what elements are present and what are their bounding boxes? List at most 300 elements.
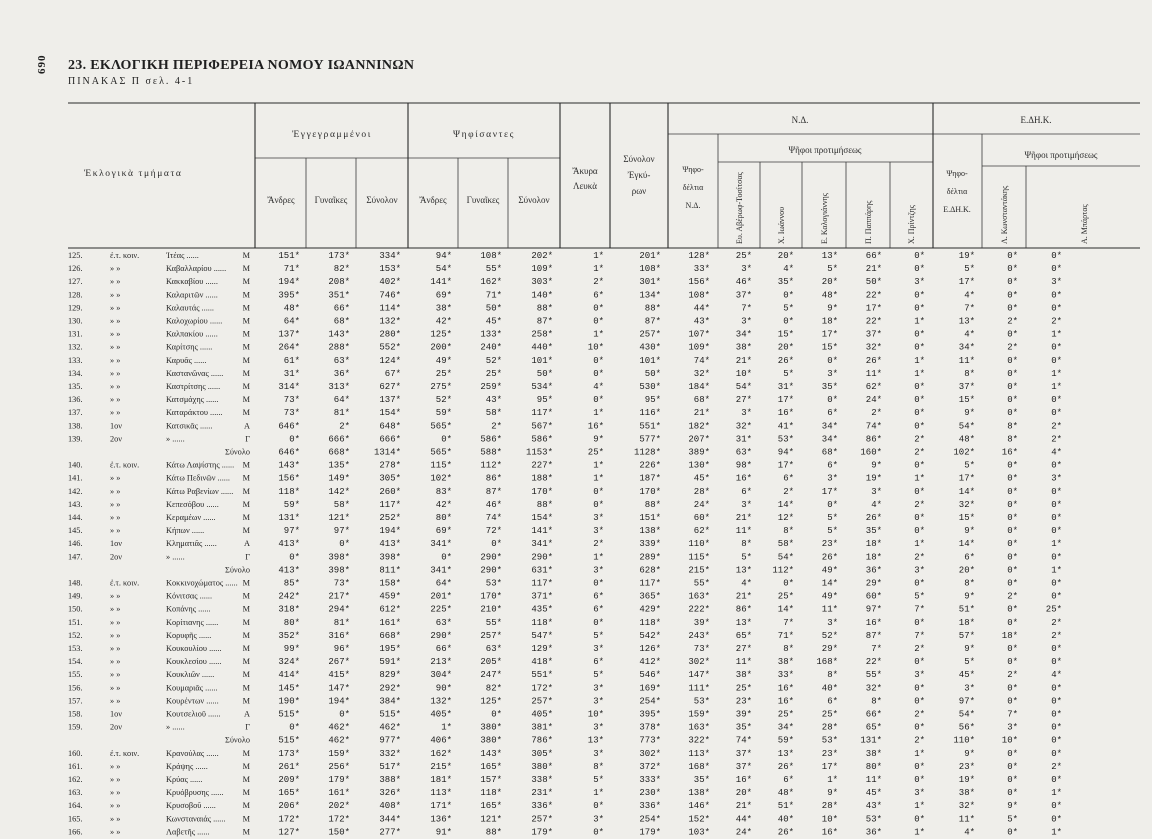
row-district-name: Ἰτέας ......: [166, 251, 199, 260]
cell-edik-ballots: 11*: [958, 355, 975, 366]
header-vot-men: Ἄνδρες: [419, 195, 447, 205]
cell-vot-men: 565*: [430, 421, 452, 432]
cell-reg-total: 124*: [379, 355, 401, 366]
cell-valid: 339*: [639, 539, 661, 550]
cell-nd-ballots: 163*: [688, 591, 710, 602]
row-prefix: » »: [110, 604, 121, 614]
cell-papparis: 26*: [865, 355, 882, 366]
cell-bartas: 1*: [1051, 565, 1062, 576]
cell-averof: 21*: [735, 355, 752, 366]
row-type: Μ: [242, 303, 250, 313]
cell-reg-women: 81*: [333, 408, 350, 419]
cell-averof: 21*: [735, 513, 752, 523]
cell-vot-total: 380*: [531, 761, 553, 772]
row-type: Μ: [242, 486, 250, 496]
cell-ioannou: 0*: [783, 290, 794, 301]
cell-reg-men: 73*: [283, 395, 300, 406]
cell-reg-total: 515*: [379, 709, 401, 720]
cell-vot-total: 227*: [531, 460, 553, 471]
cell-vot-total: 109*: [531, 264, 553, 275]
cell-averof: 16*: [735, 775, 752, 785]
cell-kalogiannis: 40*: [821, 683, 838, 694]
row-type: Α: [244, 421, 250, 431]
row-type: Μ: [242, 499, 250, 509]
cell-konstantakis: 0*: [1007, 552, 1018, 563]
cell-ioannou: 6*: [783, 473, 794, 484]
cell-ioannou: 51*: [777, 801, 794, 812]
cell-bartas: 4*: [1051, 447, 1062, 458]
header-reg-men: Ἄνδρες: [267, 195, 295, 205]
cell-averof: 3*: [741, 264, 752, 275]
cell-papparis: 80*: [865, 761, 882, 772]
cell-vot-women: 72*: [485, 526, 502, 537]
cell-invalid: 0*: [593, 368, 604, 379]
row-prefix: ἐ.τ. κοιν.: [110, 460, 140, 470]
cell-vot-total: 154*: [531, 513, 553, 523]
row-district-name: Κάτω Πεδινῶν ......: [166, 473, 231, 483]
cell-kalogiannis: 3*: [827, 617, 838, 628]
row-prefix: » »: [110, 395, 121, 405]
cell-ioannou: 71*: [777, 630, 794, 641]
cell-valid: 429*: [639, 604, 661, 615]
cell-konstantakis: 0*: [1007, 368, 1018, 379]
cell-reg-men: 127*: [278, 827, 300, 838]
row-district-name: Λαβετῆς ......: [166, 827, 210, 837]
row-prefix: ἐ.τ. κοιν.: [110, 748, 140, 758]
row-number: 163.: [68, 788, 83, 798]
cell-averof: 25*: [735, 251, 752, 261]
cell-nd-ballots: 33*: [693, 264, 710, 275]
cell-reg-women: 415*: [328, 670, 350, 681]
row-type: Α: [244, 539, 250, 549]
header-nd-preference: Ψῆφοι προτιμήσεως: [788, 145, 862, 155]
cell-vot-women: 121*: [480, 814, 502, 825]
cell-kalogiannis: 0*: [827, 499, 838, 510]
row-type: Μ: [242, 670, 250, 680]
cell-ioannou: 26*: [777, 355, 794, 366]
cell-nd-ballots: 111*: [688, 683, 710, 694]
cell-bartas: 0*: [1051, 644, 1062, 654]
cell-bartas: 0*: [1051, 408, 1062, 419]
cell-papparis: 7*: [871, 644, 882, 654]
cell-reg-men: 61*: [283, 355, 300, 366]
row-prefix: » »: [110, 329, 121, 339]
cell-kalogiannis: 34*: [821, 421, 838, 432]
cell-printzis: 0*: [914, 290, 925, 301]
cell-kalogiannis: 6*: [827, 696, 838, 707]
cell-reg-total: 132*: [379, 316, 401, 327]
cell-reg-total: 252*: [379, 513, 401, 523]
cell-ioannou: 48*: [777, 788, 794, 799]
header-edik-ballots-2: δέλτια: [946, 187, 968, 196]
cell-printzis: 0*: [914, 460, 925, 471]
cell-reg-men: 73*: [283, 408, 300, 419]
cell-reg-women: 66*: [333, 303, 350, 314]
row-prefix: » »: [110, 814, 121, 824]
row-district-name: Κατσικᾶς ......: [166, 421, 213, 431]
cell-edik-ballots: 5*: [964, 460, 975, 471]
cell-reg-men: 261*: [278, 761, 300, 772]
cell-invalid: 3*: [593, 644, 604, 654]
cell-vot-men: 341*: [430, 539, 452, 550]
cell-vot-total: 381*: [531, 722, 553, 733]
cell-vot-women: 165*: [480, 761, 502, 772]
cell-konstantakis: 0*: [1007, 775, 1018, 785]
cell-bartas: 0*: [1051, 342, 1062, 353]
cell-reg-women: 668*: [328, 447, 350, 458]
cell-reg-total: 388*: [379, 775, 401, 785]
cell-nd-ballots: 389*: [688, 447, 710, 458]
cell-papparis: 43*: [865, 801, 882, 812]
cell-kalogiannis: 0*: [827, 395, 838, 406]
cell-reg-women: 142*: [328, 486, 350, 497]
cell-bartas: 2*: [1051, 421, 1062, 432]
table-subtitle: ΠΙΝΑΚΑΣ Π σελ. 4-1: [68, 76, 195, 87]
cell-reg-women: 149*: [328, 473, 350, 484]
cell-bartas: 2*: [1051, 434, 1062, 445]
cell-vot-women: 586*: [480, 434, 502, 445]
cell-reg-women: 63*: [333, 355, 350, 366]
cell-vot-total: 586*: [531, 434, 553, 445]
cell-valid: 50*: [644, 368, 661, 379]
header-vot-women: Γυναῖκες: [466, 195, 500, 205]
cell-printzis: 0*: [914, 761, 925, 772]
cell-reg-total: 1314*: [373, 447, 401, 458]
cell-printzis: 7*: [914, 630, 925, 641]
cell-konstantakis: 0*: [1007, 578, 1018, 589]
cell-bartas: 0*: [1051, 775, 1062, 785]
cell-averof: 25*: [735, 683, 752, 694]
cell-invalid: 4*: [593, 382, 604, 392]
cell-nd-ballots: 184*: [688, 382, 710, 392]
row-number: 147.: [68, 552, 83, 562]
cell-bartas: 0*: [1051, 290, 1062, 301]
cell-kalogiannis: 6*: [827, 408, 838, 419]
cell-bartas: 1*: [1051, 539, 1062, 550]
row-prefix: 1ον: [110, 709, 123, 719]
cell-nd-ballots: 109*: [688, 342, 710, 353]
cell-konstantakis: 0*: [1007, 696, 1018, 707]
cell-vot-total: 87*: [536, 316, 553, 327]
cell-vot-women: 125*: [480, 696, 502, 707]
cell-kalogiannis: 20*: [821, 277, 838, 288]
cell-vot-men: 66*: [435, 644, 452, 654]
cell-nd-ballots: 39*: [693, 617, 710, 628]
cell-averof: 38*: [735, 342, 752, 353]
cell-reg-women: 173*: [328, 251, 350, 261]
cell-konstantakis: 0*: [1007, 526, 1018, 537]
cell-reg-total: 158*: [379, 578, 401, 589]
cell-nd-ballots: 44*: [693, 303, 710, 314]
cell-averof: 35*: [735, 722, 752, 733]
cell-konstantakis: 0*: [1007, 565, 1018, 576]
row-number: 148.: [68, 578, 83, 588]
cell-konstantakis: 7*: [1007, 709, 1018, 720]
row-prefix: » »: [110, 630, 121, 640]
cell-reg-women: 316*: [328, 630, 350, 641]
cell-reg-total: 278*: [379, 460, 401, 471]
cell-averof: 11*: [735, 526, 752, 537]
cell-vot-men: 49*: [435, 355, 452, 366]
cell-papparis: 22*: [865, 316, 882, 327]
cell-averof: 27*: [735, 395, 752, 406]
cell-kalogiannis: 3*: [827, 368, 838, 379]
row-number: 134.: [68, 368, 83, 378]
cell-vot-total: 336*: [531, 801, 553, 812]
cell-kalogiannis: 18*: [821, 316, 838, 327]
cell-vot-men: 94*: [435, 251, 452, 261]
cell-edik-ballots: 5*: [964, 264, 975, 275]
cell-vot-women: 82*: [485, 683, 502, 694]
cell-kalogiannis: 1*: [827, 775, 838, 785]
cell-reg-women: 68*: [333, 316, 350, 327]
cell-konstantakis: 0*: [1007, 788, 1018, 799]
cell-reg-total: 153*: [379, 264, 401, 275]
cell-ioannou: 54*: [777, 552, 794, 563]
cell-vot-men: 90*: [435, 683, 452, 694]
cell-reg-men: 64*: [283, 316, 300, 327]
cell-averof: 37*: [735, 748, 752, 759]
cell-ioannou: 58*: [777, 539, 794, 550]
cell-vot-women: 157*: [480, 775, 502, 785]
cell-ioannou: 0*: [783, 578, 794, 589]
cell-nd-ballots: 115*: [688, 552, 710, 563]
cell-reg-women: 172*: [328, 814, 350, 825]
cell-ioannou: 14*: [777, 499, 794, 510]
cell-kalogiannis: 9*: [827, 303, 838, 314]
cell-edik-ballots: 4*: [964, 290, 975, 301]
cell-ioannou: 14*: [777, 604, 794, 615]
cell-vot-women: 108*: [480, 251, 502, 261]
row-prefix: 2ον: [110, 552, 123, 562]
cell-konstantakis: 0*: [1007, 657, 1018, 668]
cell-nd-ballots: 159*: [688, 709, 710, 720]
cell-papparis: 66*: [865, 709, 882, 720]
cell-nd-ballots: 107*: [688, 329, 710, 340]
cell-vot-women: 46*: [485, 499, 502, 510]
cell-averof: 13*: [735, 617, 752, 628]
cell-bartas: 1*: [1051, 382, 1062, 392]
cell-vot-women: 118*: [480, 788, 502, 799]
row-type: Μ: [242, 748, 250, 758]
cell-papparis: 36*: [865, 565, 882, 576]
cell-vot-men: 406*: [430, 735, 452, 746]
cell-vot-men: 102*: [430, 473, 452, 484]
cell-edik-ballots: 19*: [958, 251, 975, 261]
cell-nd-ballots: 147*: [688, 670, 710, 681]
row-prefix: » »: [110, 473, 121, 483]
cell-invalid: 16*: [587, 421, 604, 432]
cell-invalid: 3*: [593, 814, 604, 825]
cell-invalid: 0*: [593, 499, 604, 510]
cell-konstantakis: 3*: [1007, 722, 1018, 733]
header-cand-papparis: Π. Παππάρης: [864, 200, 873, 244]
cell-vot-women: 0*: [491, 709, 502, 720]
cell-vot-total: 117*: [531, 408, 553, 419]
cell-valid: 170*: [639, 486, 661, 497]
cell-averof: 34*: [735, 329, 752, 340]
row-prefix: ἐ.τ. κοιν.: [110, 578, 140, 588]
cell-vot-men: 54*: [435, 264, 452, 275]
cell-kalogiannis: 23*: [821, 748, 838, 759]
cell-edik-ballots: 110*: [953, 735, 975, 746]
cell-reg-total: 746*: [379, 290, 401, 301]
cell-printzis: 7*: [914, 604, 925, 615]
cell-vot-men: 115*: [430, 460, 452, 471]
cell-averof: 23*: [735, 696, 752, 707]
cell-konstantakis: 0*: [1007, 264, 1018, 275]
row-type: Μ: [242, 526, 250, 536]
cell-nd-ballots: 182*: [688, 421, 710, 432]
cell-papparis: 55*: [865, 670, 882, 681]
cell-vot-men: 565*: [430, 447, 452, 458]
cell-vot-men: 181*: [430, 775, 452, 785]
cell-valid: 1128*: [633, 447, 661, 458]
cell-printzis: 1*: [914, 827, 925, 838]
cell-valid: 134*: [639, 290, 661, 301]
cell-invalid: 5*: [593, 630, 604, 641]
cell-ioannou: 41*: [777, 421, 794, 432]
cell-reg-total: 305*: [379, 473, 401, 484]
cell-reg-men: 264*: [278, 342, 300, 353]
cell-papparis: 160*: [860, 447, 882, 458]
cell-invalid: 1*: [593, 473, 604, 484]
cell-nd-ballots: 24*: [693, 499, 710, 510]
cell-vot-women: 380*: [480, 722, 502, 733]
cell-papparis: 22*: [865, 290, 882, 301]
cell-reg-women: 81*: [333, 617, 350, 628]
cell-valid: 577*: [639, 434, 661, 445]
row-type: Μ: [242, 696, 250, 706]
cell-edik-ballots: 51*: [958, 604, 975, 615]
row-number: 141.: [68, 473, 83, 483]
cell-vot-men: 275*: [430, 382, 452, 392]
cell-ioannou: 94*: [777, 447, 794, 458]
row-district-name: Καβαλλαρίου ......: [166, 264, 227, 274]
cell-bartas: 2*: [1051, 630, 1062, 641]
cell-kalogiannis: 26*: [821, 552, 838, 563]
header-valid-3: ρων: [631, 186, 647, 196]
cell-papparis: 16*: [865, 617, 882, 628]
cell-reg-men: 143*: [278, 460, 300, 471]
cell-printzis: 2*: [914, 447, 925, 458]
row-prefix: » »: [110, 513, 121, 522]
cell-kalogiannis: 9*: [827, 788, 838, 799]
cell-bartas: 0*: [1051, 526, 1062, 537]
cell-valid: 254*: [639, 814, 661, 825]
cell-valid: 551*: [639, 421, 661, 432]
cell-vot-total: 88*: [536, 499, 553, 510]
cell-reg-women: 161*: [328, 788, 350, 799]
cell-reg-women: 666*: [328, 434, 350, 445]
cell-printzis: 0*: [914, 329, 925, 340]
cell-averof: 86*: [735, 604, 752, 615]
cell-averof: 54*: [735, 382, 752, 392]
row-district-name: Καρυᾶς ......: [166, 355, 207, 365]
cell-reg-women: 97*: [333, 526, 350, 537]
header-edik-preference: Ψῆφοι προτιμήσεως: [1024, 150, 1098, 160]
cell-vot-men: 83*: [435, 486, 452, 497]
cell-invalid: 3*: [593, 696, 604, 707]
cell-bartas: 3*: [1051, 277, 1062, 288]
header-edik-ballots-3: Ε.ΔΗ.Κ.: [943, 205, 971, 214]
cell-konstantakis: 0*: [1007, 604, 1018, 615]
row-number: 143.: [68, 499, 83, 509]
cell-edik-ballots: 54*: [958, 421, 975, 432]
cell-reg-men: 131*: [278, 513, 300, 523]
cell-reg-men: 48*: [283, 303, 300, 314]
cell-valid: 412*: [639, 657, 661, 668]
cell-kalogiannis: 17*: [821, 329, 838, 340]
cell-papparis: 36*: [865, 827, 882, 838]
cell-nd-ballots: 32*: [693, 368, 710, 379]
row-number: 137.: [68, 408, 83, 418]
cell-invalid: 1*: [593, 552, 604, 563]
row-number: 155.: [68, 670, 83, 680]
row-number: 138.: [68, 421, 83, 431]
cell-valid: 546*: [639, 670, 661, 681]
cell-bartas: 1*: [1051, 788, 1062, 799]
cell-papparis: 19*: [865, 473, 882, 484]
cell-konstantakis: 8*: [1007, 434, 1018, 445]
cell-bartas: 3*: [1051, 473, 1062, 484]
cell-vot-women: 257*: [480, 630, 502, 641]
cell-edik-ballots: 32*: [958, 801, 975, 812]
row-type: Μ: [242, 604, 250, 614]
cell-vot-men: 215*: [430, 761, 452, 772]
cell-invalid: 0*: [593, 395, 604, 406]
cell-vot-men: 63*: [435, 617, 452, 628]
cell-ioannou: 38*: [777, 657, 794, 668]
cell-vot-total: 551*: [531, 670, 553, 681]
row-number: 144.: [68, 513, 83, 522]
cell-vot-women: 112*: [480, 460, 502, 471]
cell-invalid: 13*: [587, 735, 604, 746]
row-type: Μ: [242, 368, 250, 378]
cell-papparis: 29*: [865, 578, 882, 589]
cell-invalid: 6*: [593, 290, 604, 301]
row-number: 166.: [68, 827, 83, 837]
cell-konstantakis: 0*: [1007, 382, 1018, 392]
cell-reg-men: 318*: [278, 604, 300, 615]
cell-printzis: 2*: [914, 434, 925, 445]
cell-valid: 138*: [639, 526, 661, 537]
cell-invalid: 3*: [593, 513, 604, 523]
cell-printzis: 1*: [914, 316, 925, 327]
cell-invalid: 8*: [593, 761, 604, 772]
cell-nd-ballots: 168*: [688, 761, 710, 772]
cell-bartas: 0*: [1051, 552, 1062, 563]
cell-valid: 118*: [639, 617, 661, 628]
cell-invalid: 25*: [587, 447, 604, 458]
cell-printzis: 0*: [914, 722, 925, 733]
row-district-name: Κουκλιῶν ......: [166, 670, 215, 680]
cell-vot-women: 45*: [485, 316, 502, 327]
cell-konstantakis: 0*: [1007, 395, 1018, 406]
cell-vot-men: 304*: [430, 670, 452, 681]
cell-reg-men: 145*: [278, 683, 300, 694]
cell-edik-ballots: 23*: [958, 761, 975, 772]
cell-vot-men: 64*: [435, 578, 452, 589]
cell-nd-ballots: 302*: [688, 657, 710, 668]
cell-printzis: 5*: [914, 591, 925, 602]
cell-edik-ballots: 3*: [964, 683, 975, 694]
cell-valid: 169*: [639, 683, 661, 694]
cell-valid: 151*: [639, 513, 661, 523]
cell-bartas: 0*: [1051, 748, 1062, 759]
cell-kalogiannis: 11*: [821, 604, 838, 615]
cell-valid: 88*: [644, 499, 661, 510]
